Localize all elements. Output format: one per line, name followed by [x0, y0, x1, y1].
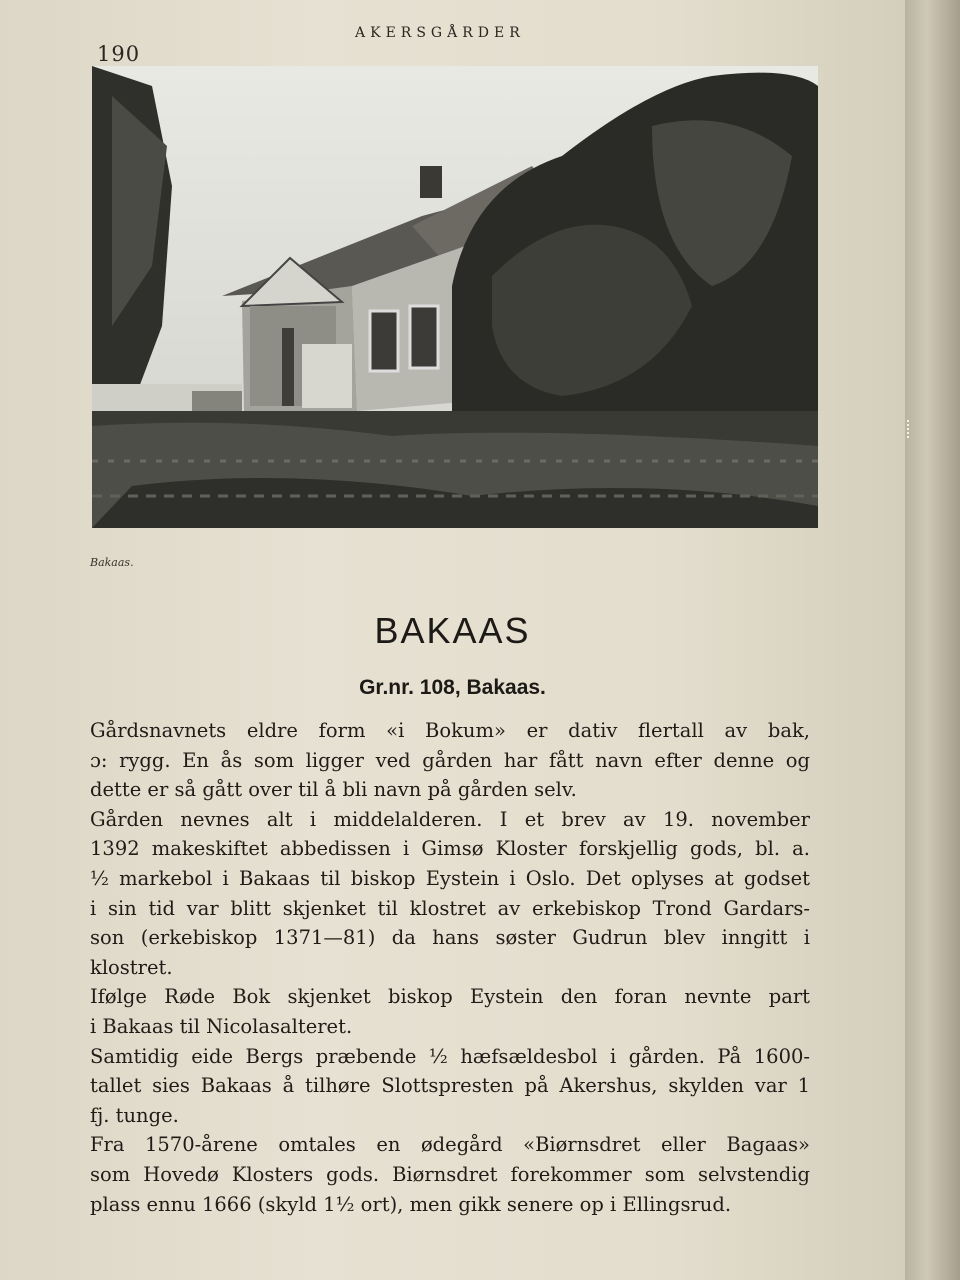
article-subtitle: Gr.nr. 108, Bakaas.: [359, 676, 546, 699]
text-line: ɔ: rygg. En ås som ligger ved gården har fått navn efter denne og: [90, 748, 810, 772]
text-line: i Bakaas til Nicolasalteret.: [90, 1014, 353, 1038]
text-line: fj. tunge.: [90, 1103, 179, 1127]
text-line: klostret.: [90, 955, 173, 979]
text-line: Ifølge Røde Bok skjenket biskop Eystein den foran nevnte part: [90, 985, 810, 1009]
text-line: son (erkebiskop 1371—81) da hans søster Gudrun blev inngitt i: [90, 926, 810, 950]
article-body: [90, 716, 810, 1219]
binding-stitch: [907, 420, 917, 438]
page-number: 190: [97, 42, 141, 66]
text-line: plass ennu 1666 (skyld 1½ ort), men gikk senere op i Ellingsrud.: [90, 1192, 732, 1216]
text-line: Samtidig eide Bergs præbende ½ hæfsældesbol i gården. På 1600-: [90, 1044, 810, 1068]
text-line: i sin tid var blitt skjenket til klostret av erkebiskop Trond Gardars-: [90, 896, 810, 920]
text-line: dette er så gått over til å bli navn på gården selv.: [90, 778, 577, 802]
text-line: Gården nevnes alt i middelalderen. I et brev av 19. november: [90, 807, 810, 831]
page-edge: [905, 0, 960, 1280]
text-line: som Hovedø Klosters gods. Biørnsdret forekommer som selvstendig: [90, 1162, 810, 1186]
text-line: Gårdsnavnets eldre form «i Bokum» er dativ flertall av bak,: [90, 719, 810, 742]
running-title: AKERSGÅRDER: [355, 25, 525, 41]
photo-caption: Bakaas.: [90, 556, 134, 569]
text-line: 1392 makeskiftet abbedissen i Gimsø Kloster forskjellig gods, bl. a.: [90, 837, 810, 861]
text-line: tallet sies Bakaas å tilhøre Slottspresten på Akershus, skylden var 1: [90, 1074, 810, 1098]
house-photo: [92, 66, 818, 528]
article-title: BAKAAS: [374, 610, 531, 651]
text-line: ½ markebol i Bakaas til biskop Eystein i Oslo. Det oplyses at godset: [90, 866, 810, 890]
text-line: Fra 1570-årene omtales en ødegård «Biørnsdret eller Bagaas»: [90, 1133, 810, 1157]
